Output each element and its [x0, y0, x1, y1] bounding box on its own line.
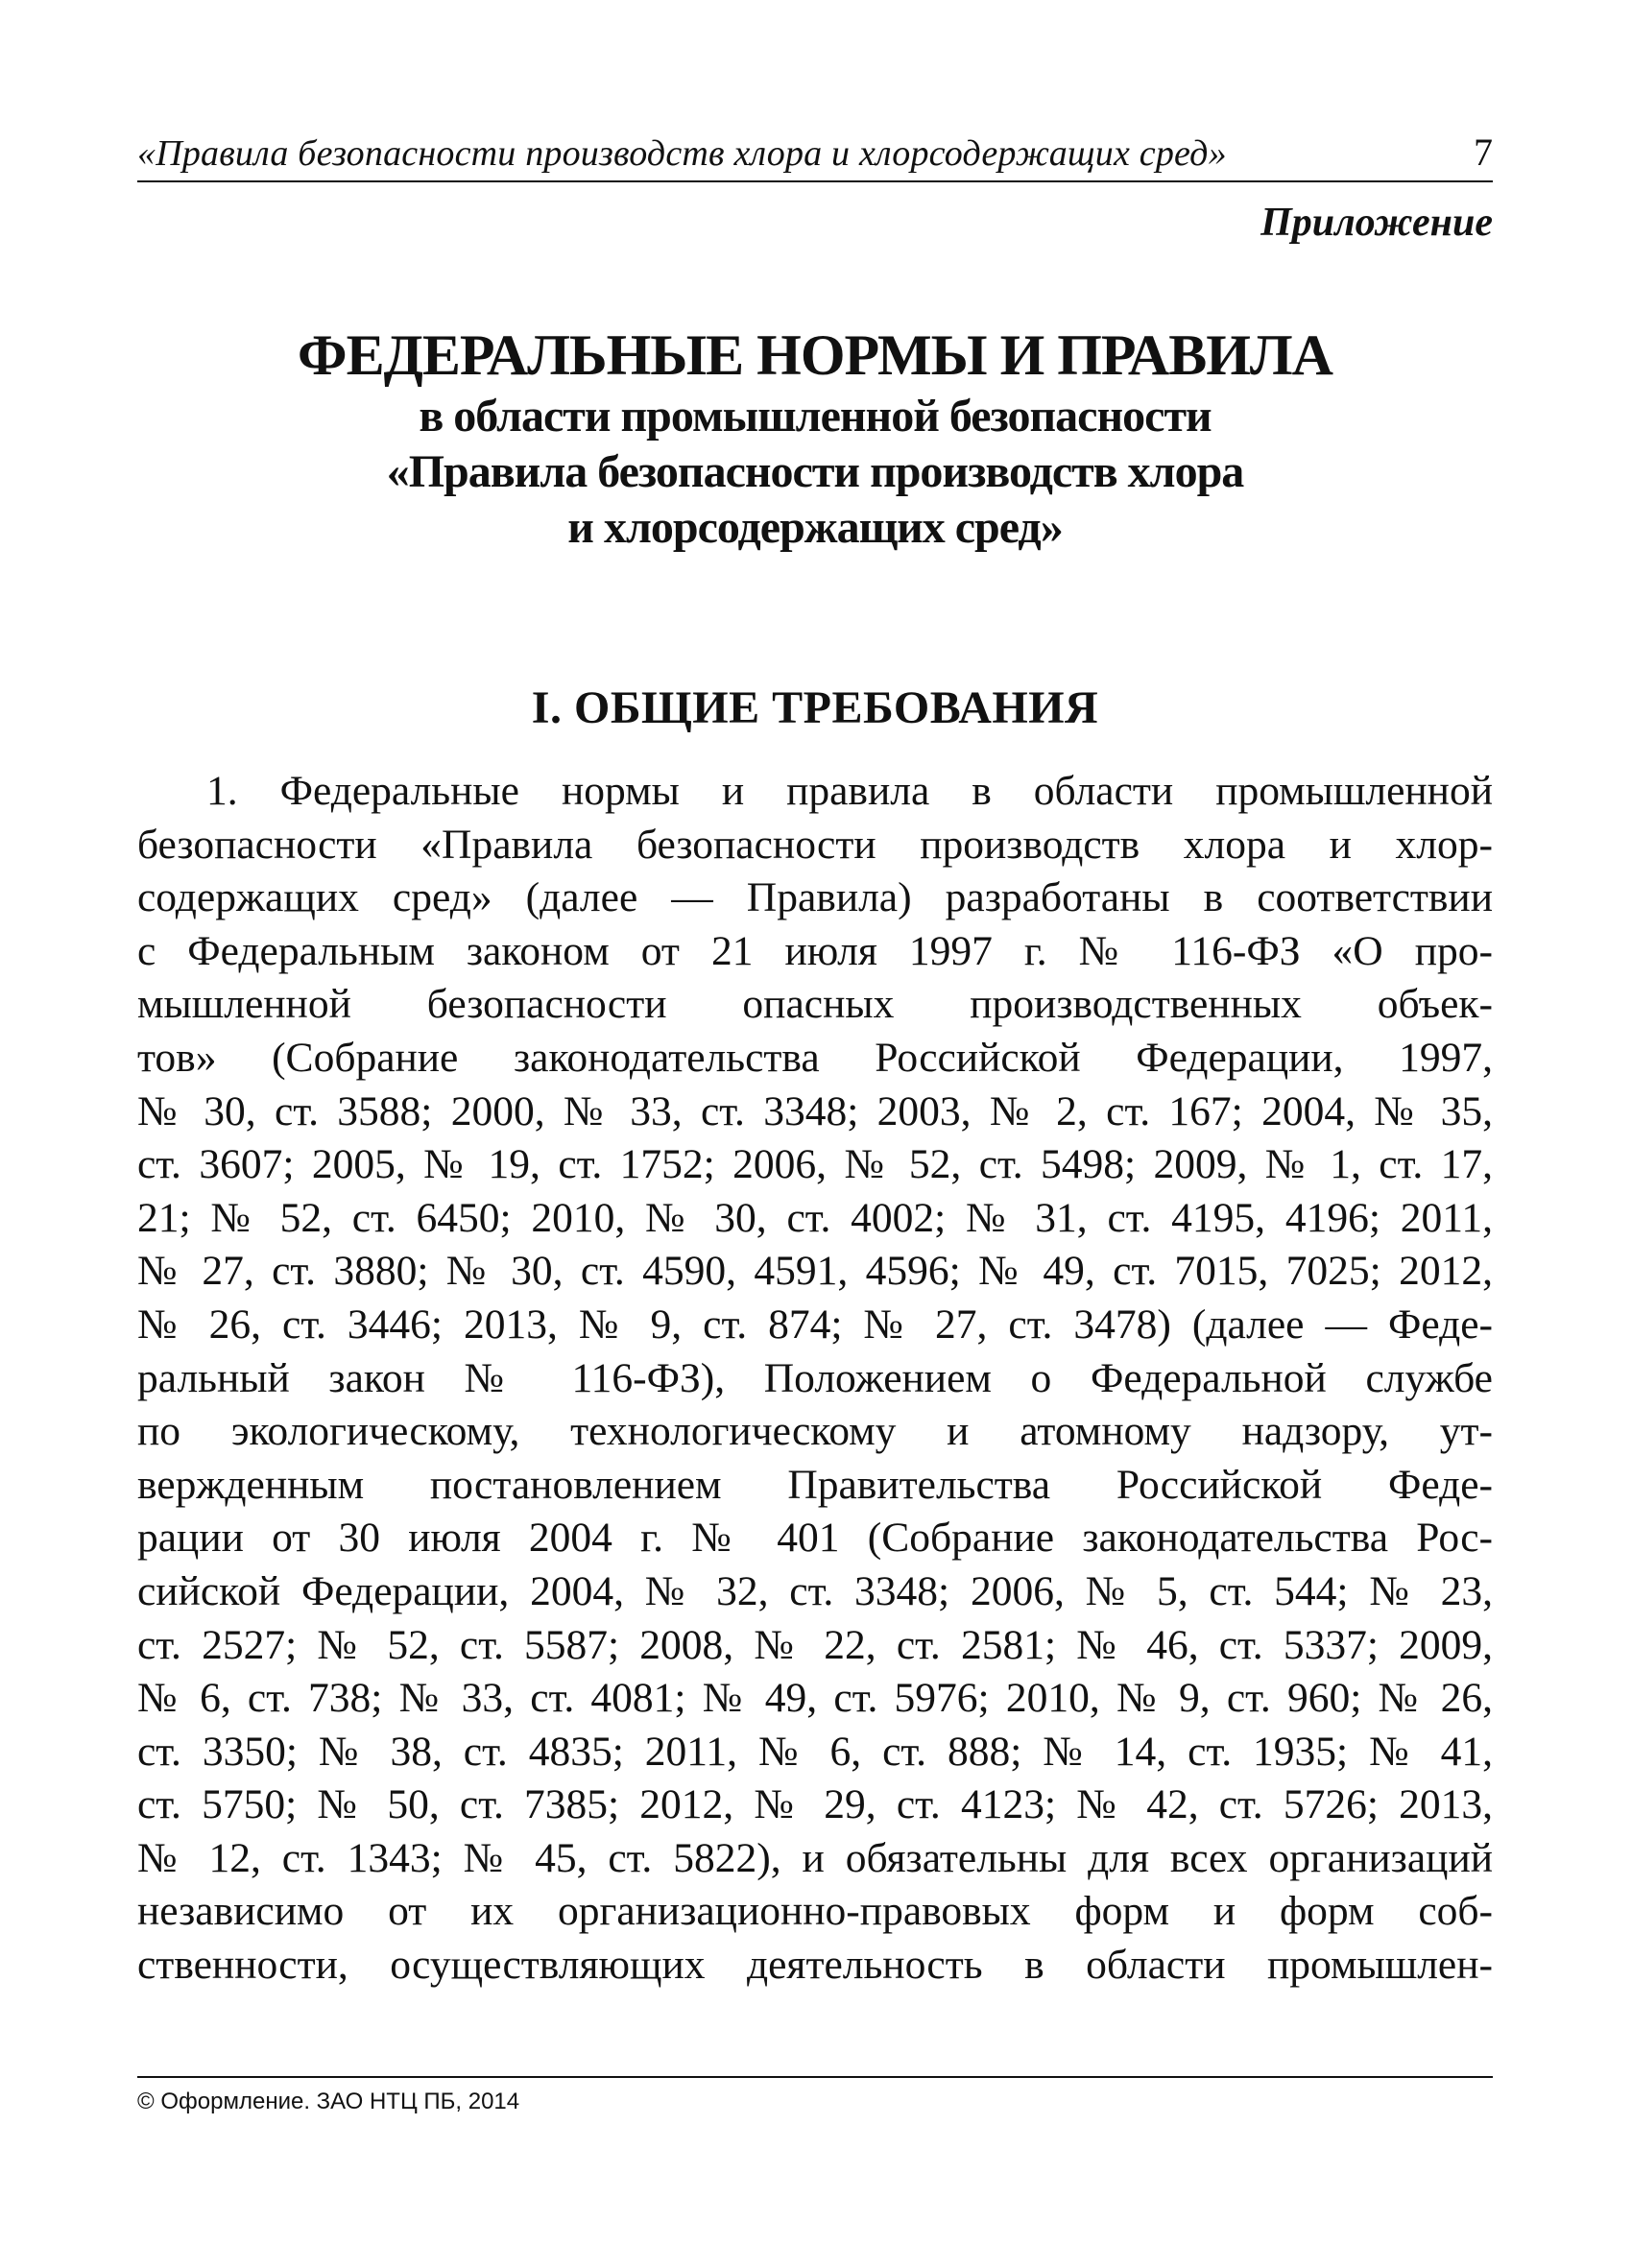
paragraph-line: № 12, ст. 1343; № 45, ст. 5822), и обязательны для всех организаций	[137, 1834, 1493, 1881]
paragraph-line: рации от 30 июля 2004 г. № 401 (Собрание законодательства Рос-	[137, 1515, 1493, 1562]
body-paragraph	[137, 765, 1493, 1993]
document-title-line: ФЕДЕРАЛЬНЫЕ НОРМЫ И ПРАВИЛА	[298, 323, 1332, 387]
paragraph-line: № 27, ст. 3880; № 30, ст. 4590, 4591, 4596; № 49, ст. 7015, 7025; 2012,	[137, 1248, 1493, 1295]
paragraph-line: ст. 2527; № 52, ст. 5587; 2008, № 22, ст. 2581; № 46, ст. 5337; 2009,	[137, 1621, 1493, 1668]
paragraph-line: вержденным постановлением Правительства Российской Феде-	[137, 1461, 1493, 1508]
document-title-line: «Правила безопасности производств хлора	[386, 446, 1244, 497]
paragraph-line: ст. 3607; 2005, № 19, ст. 1752; 2006, № 52, ст. 5498; 2009, № 1, ст. 17,	[137, 1141, 1493, 1188]
footer-copyright: © Оформление. ЗАО НТЦ ПБ, 2014	[137, 2089, 520, 2114]
paragraph-line: с Федеральным законом от 21 июля 1997 г. № 116-ФЗ «О про-	[137, 927, 1493, 974]
paragraph-line: ст. 5750; № 50, ст. 7385; 2012, № 29, ст. 4123; № 42, ст. 5726; 2013,	[137, 1781, 1493, 1828]
paragraph-line: тов» (Собрание законодательства Российской Федерации, 1997,	[137, 1034, 1493, 1081]
paragraph-line: безопасности «Правила безопасности производств хлора и хлор-	[137, 821, 1493, 868]
paragraph-line: независимо от их организационно-правовых форм и форм соб-	[137, 1888, 1493, 1935]
page-number: 7	[1474, 131, 1493, 174]
footer-rule	[137, 2076, 1493, 2078]
document-title-line: и хлорсодержащих сред»	[567, 502, 1063, 553]
paragraph-line: мышленной безопасности опасных производственных объек-	[137, 981, 1493, 1028]
paragraph-line: № 30, ст. 3588; 2000, № 33, ст. 3348; 2003, № 2, ст. 167; 2004, № 35,	[137, 1087, 1493, 1134]
paragraph-line: по экологическому, технологическому и атомному надзору, ут-	[137, 1408, 1493, 1455]
document-title	[137, 322, 1493, 556]
paragraph-line: содержащих сред» (далее — Правила) разработаны в соответствии	[137, 874, 1493, 921]
paragraph-line: № 6, ст. 738; № 33, ст. 4081; № 49, ст. 5976; 2010, № 9, ст. 960; № 26,	[137, 1675, 1493, 1722]
paragraph-line: ст. 3350; № 38, ст. 4835; 2011, № 6, ст. 888; № 14, ст. 1935; № 41,	[137, 1728, 1493, 1775]
section-heading: I. ОБЩИЕ ТРЕБОВАНИЯ	[531, 682, 1099, 733]
paragraph-line: 21; № 52, ст. 6450; 2010, № 30, ст. 4002; № 31, ст. 4195, 4196; 2011,	[137, 1194, 1493, 1241]
appendix-label: Приложение	[1260, 201, 1493, 245]
paragraph-line: ственности, осуществляющих деятельность в области промышлен-	[137, 1942, 1493, 1989]
document-title-line: в области промышленной безопасности	[419, 391, 1212, 442]
paragraph-line: ральный закон № 116-ФЗ), Положением о Федеральной службе	[137, 1354, 1493, 1401]
paragraph-line: № 26, ст. 3446; 2013, № 9, ст. 874; № 27, ст. 3478) (далее — Феде-	[137, 1301, 1493, 1348]
paragraph-line: 1. Федеральные нормы и правила в области промышленной	[206, 768, 1493, 814]
paragraph-line: сийской Федерации, 2004, № 32, ст. 3348; 2006, № 5, ст. 544; № 23,	[137, 1567, 1493, 1614]
running-header-title: «Правила безопасности производств хлора и хлорсодержащих сред»	[137, 133, 1227, 174]
running-header	[137, 123, 1493, 182]
